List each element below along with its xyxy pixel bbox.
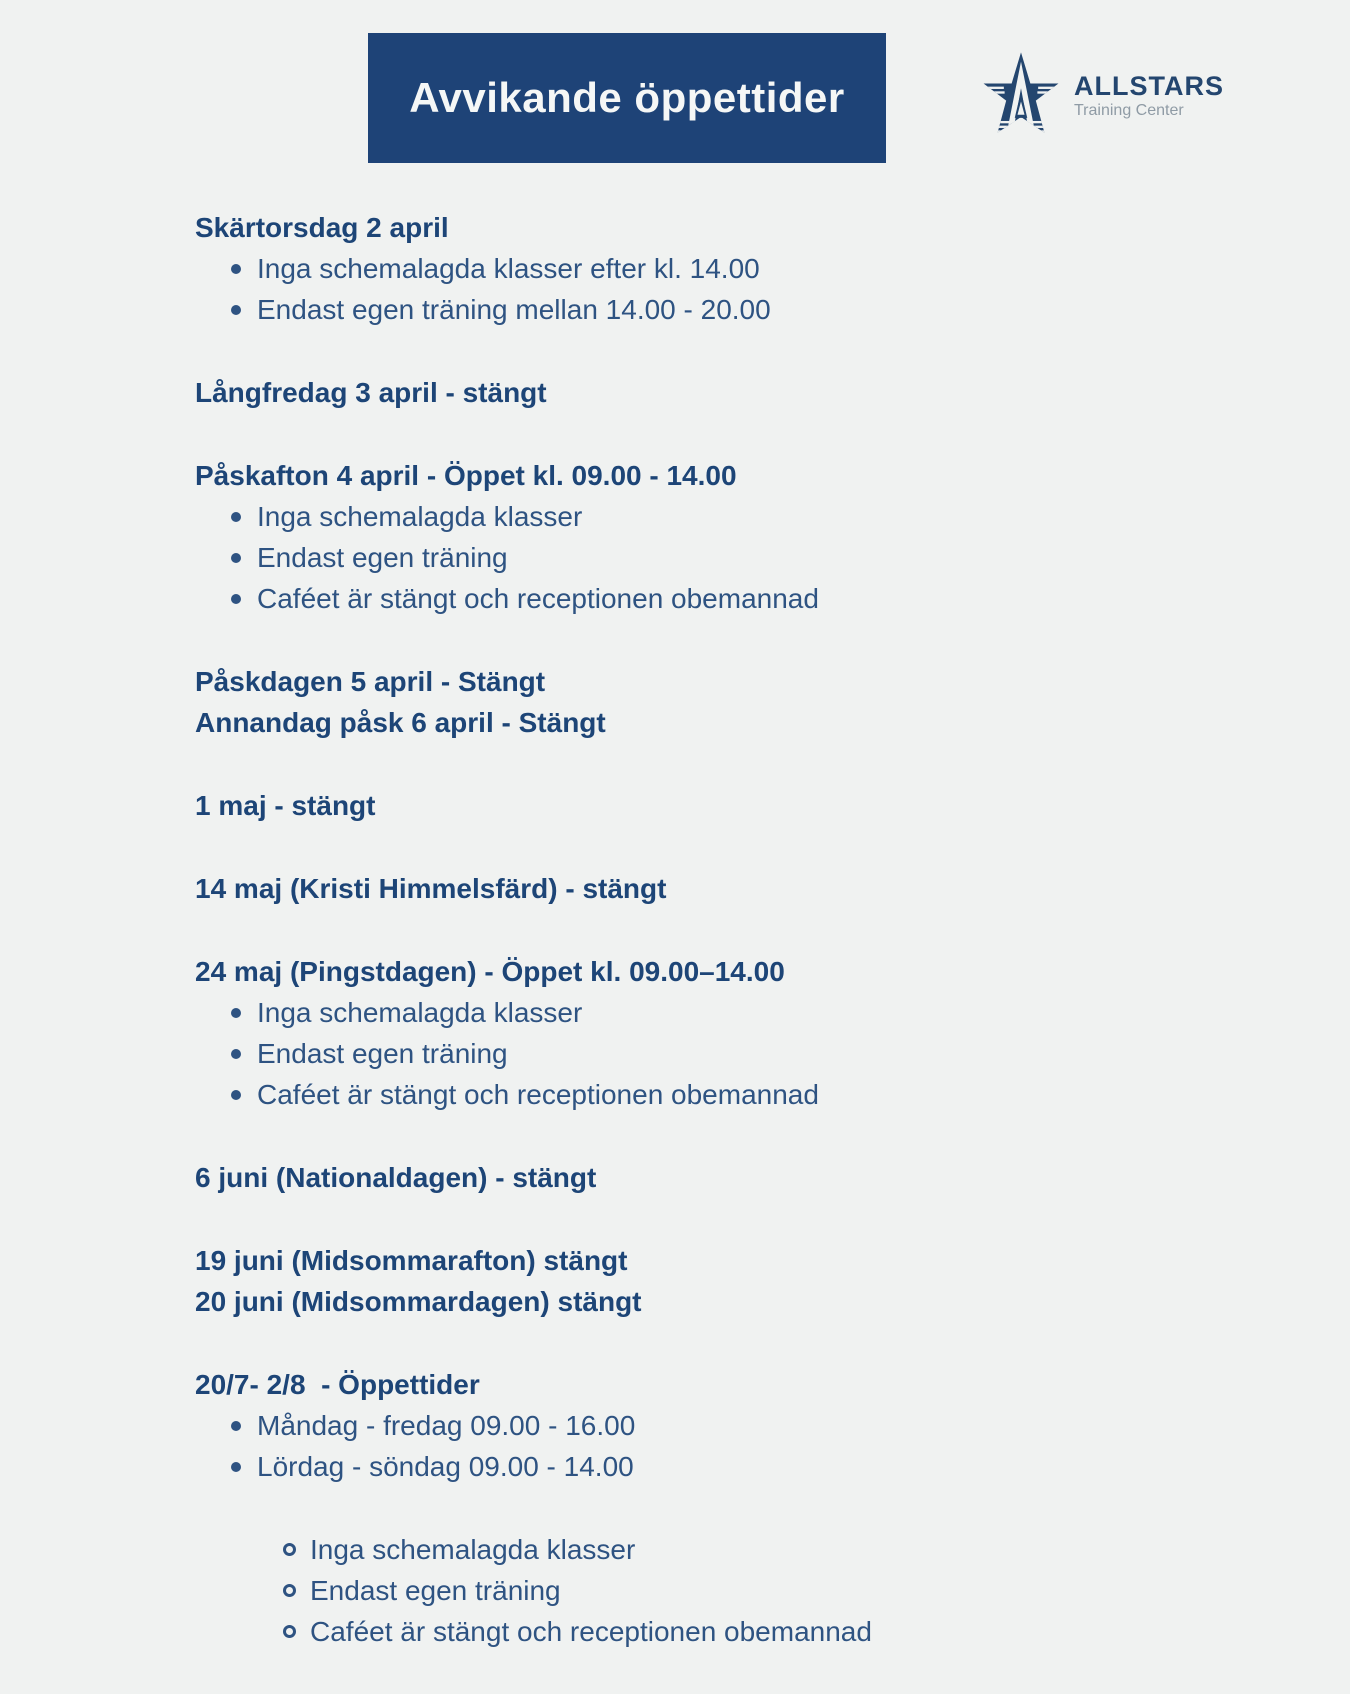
bullet-circle-icon — [283, 1625, 296, 1638]
page-title: Avvikande öppettider — [409, 74, 845, 121]
bullet-dot-icon — [231, 1421, 241, 1431]
bullet-dot-icon — [231, 1090, 241, 1100]
bullet-item — [195, 1033, 1255, 1074]
bullet-list — [195, 248, 1255, 330]
bullet-text: Endast egen träning — [257, 1038, 508, 1069]
bullet-list — [195, 1405, 1255, 1487]
bullet-dot-icon — [231, 264, 241, 274]
section-paskdagen-annandag — [195, 661, 1255, 743]
section-midsommar — [195, 1240, 1255, 1322]
star-icon — [982, 52, 1060, 140]
bullet-item — [195, 1446, 1255, 1487]
page-title-banner — [368, 33, 886, 163]
bullet-item — [195, 578, 1255, 619]
section-heading: Skärtorsdag 2 april — [195, 212, 449, 243]
bullet-circle-icon — [283, 1584, 296, 1597]
section-heading: 24 maj (Pingstdagen) - Öppet kl. 09.00–14.00 — [195, 956, 785, 987]
bullet-text: Inga schemalagda klasser efter kl. 14.00 — [257, 253, 760, 284]
bullet-text: Lördag - söndag 09.00 - 14.00 — [257, 1451, 634, 1482]
bullet-text: Endast egen träning — [257, 542, 508, 573]
bullet-text: Måndag - fredag 09.00 - 16.00 — [257, 1410, 636, 1441]
section-6-juni — [195, 1157, 1255, 1198]
bullet-item — [195, 1074, 1255, 1115]
section-paskafton — [195, 455, 1255, 619]
section-heading: Påskdagen 5 april - Stängt — [195, 666, 546, 697]
bullet-list — [195, 992, 1255, 1115]
bullet-circle-icon — [283, 1543, 296, 1556]
section-skartorsdag — [195, 207, 1255, 330]
logo-text — [1074, 71, 1224, 121]
section-heading: Påskafton 4 april - Öppet kl. 09.00 - 14.00 — [195, 460, 737, 491]
schedule-content — [195, 207, 1255, 1694]
section-heading: 20/7- 2/8 - Öppettider — [195, 1369, 480, 1400]
section-langfredag — [195, 372, 1255, 413]
bullet-text: Caféet är stängt och receptionen obemannad — [310, 1616, 872, 1647]
bullet-text: Endast egen träning mellan 14.00 - 20.00 — [257, 294, 771, 325]
sub-bullet-item — [195, 1529, 1255, 1570]
bullet-dot-icon — [231, 594, 241, 604]
bullet-text: Caféet är stängt och receptionen obemannad — [257, 1079, 819, 1110]
sub-bullet-item — [195, 1570, 1255, 1611]
section-heading: 1 maj - stängt — [195, 790, 376, 821]
bullet-list — [195, 496, 1255, 619]
bullet-item — [195, 1405, 1255, 1446]
bullet-item — [195, 248, 1255, 289]
bullet-dot-icon — [231, 512, 241, 522]
bullet-text: Caféet är stängt och receptionen obemannad — [257, 583, 819, 614]
section-sommar-oppettider — [195, 1364, 1255, 1652]
bullet-item — [195, 537, 1255, 578]
section-heading: 20 juni (Midsommardagen) stängt — [195, 1286, 642, 1317]
sub-bullet-item — [195, 1611, 1255, 1652]
logo-subtitle: Training Center — [1074, 102, 1184, 119]
section-heading: 6 juni (Nationaldagen) - stängt — [195, 1162, 597, 1193]
section-1-maj — [195, 785, 1255, 826]
bullet-item — [195, 992, 1255, 1033]
logo-name: ALLSTARS — [1074, 71, 1224, 101]
bullet-text: Inga schemalagda klasser — [310, 1534, 636, 1565]
section-heading: 19 juni (Midsommarafton) stängt — [195, 1245, 628, 1276]
sub-bullet-list — [195, 1529, 1255, 1652]
allstars-logo — [982, 52, 1224, 140]
bullet-dot-icon — [231, 1049, 241, 1059]
bullet-text: Inga schemalagda klasser — [257, 501, 583, 532]
bullet-text: Endast egen träning — [310, 1575, 561, 1606]
bullet-dot-icon — [231, 1008, 241, 1018]
section-14-maj — [195, 868, 1255, 909]
section-24-maj — [195, 951, 1255, 1115]
bullet-dot-icon — [231, 1462, 241, 1472]
bullet-dot-icon — [231, 553, 241, 563]
section-heading: Långfredag 3 april - stängt — [195, 377, 547, 408]
bullet-item — [195, 289, 1255, 330]
bullet-text: Inga schemalagda klasser — [257, 997, 583, 1028]
section-heading: Annandag påsk 6 april - Stängt — [195, 707, 606, 738]
section-heading: 14 maj (Kristi Himmelsfärd) - stängt — [195, 873, 667, 904]
bullet-item — [195, 496, 1255, 537]
bullet-dot-icon — [231, 305, 241, 315]
